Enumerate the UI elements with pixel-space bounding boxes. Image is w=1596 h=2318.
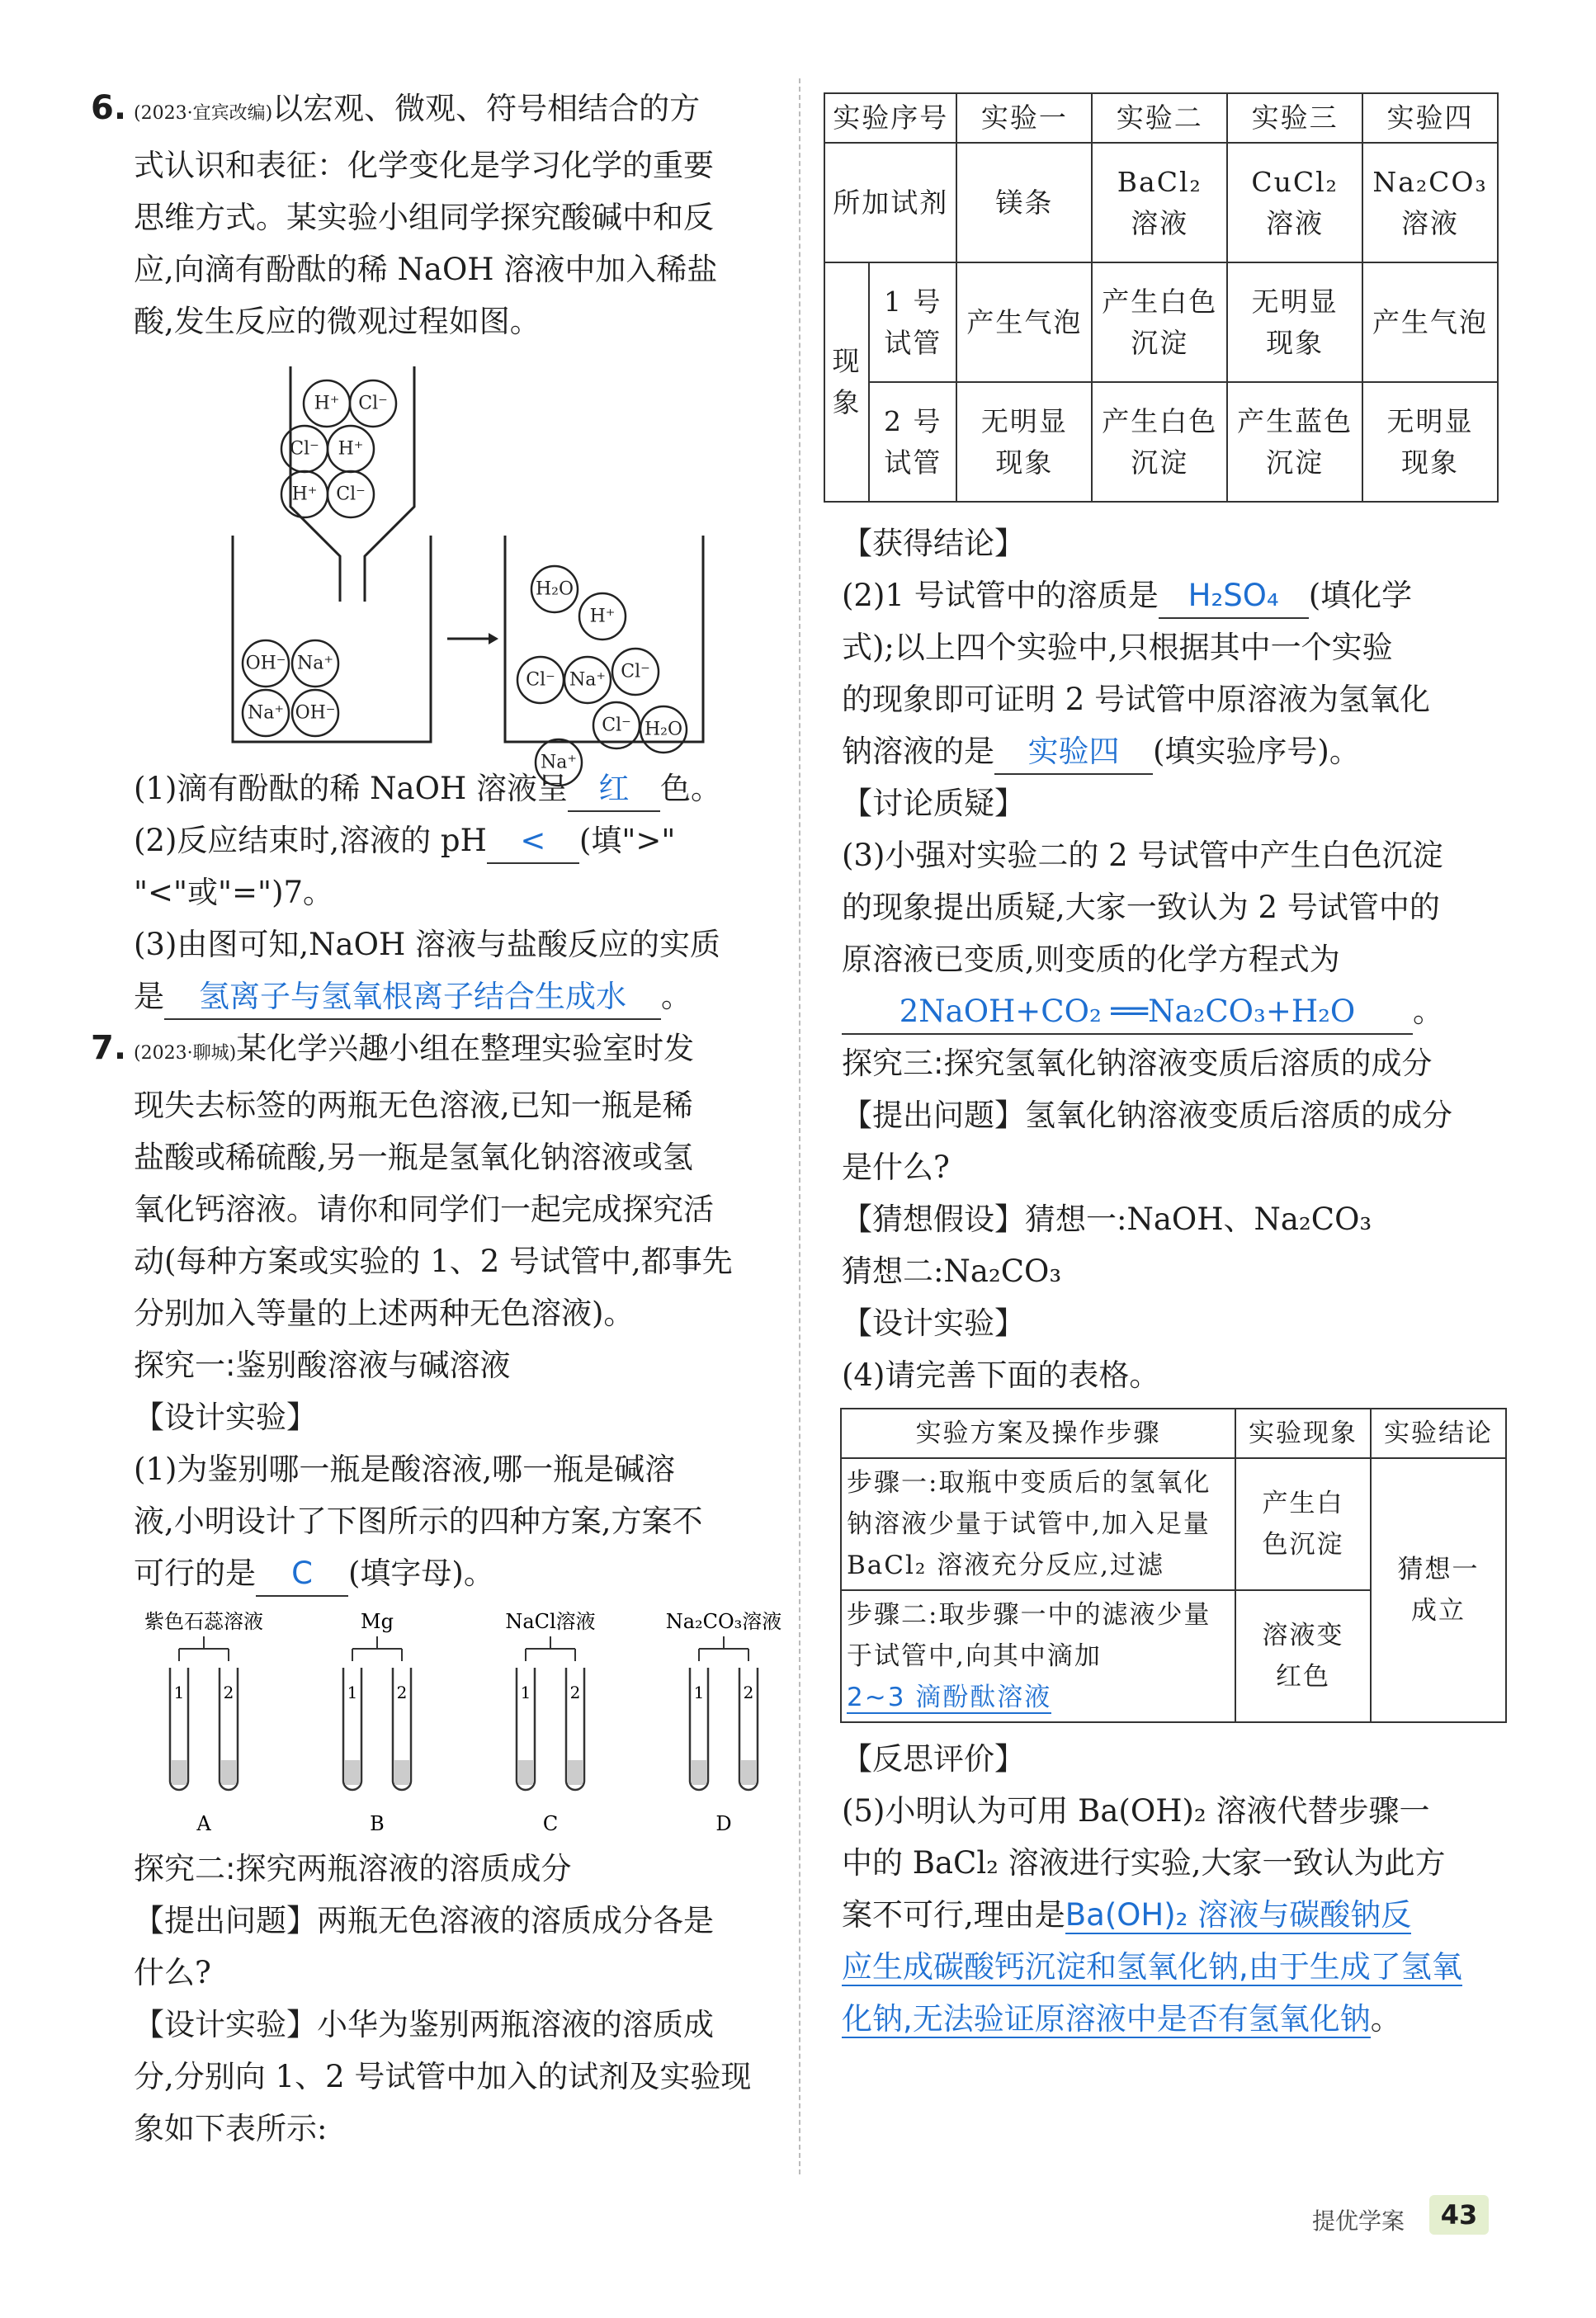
- guess-2: 猜想二:Na₂CO₃: [842, 1253, 1062, 1289]
- design-heading: 【设计实验】: [134, 2007, 317, 2042]
- question-heading: 【提出问题】: [842, 1098, 1025, 1133]
- footer-brand: 提优学案: [1312, 2207, 1405, 2235]
- table-row: [824, 143, 1498, 262]
- design-heading: 【设计实验】: [842, 1305, 1025, 1341]
- ion-label: H⁺: [338, 438, 364, 460]
- table-cell: 1 号 试管: [869, 262, 956, 382]
- test-tube-figure: [134, 1603, 786, 1843]
- table-header: 实验三: [1227, 93, 1362, 143]
- table-cell: 2 号 试管: [869, 382, 956, 502]
- reflect-heading: 【反思评价】: [842, 1741, 1025, 1777]
- ion-label: H⁺: [589, 606, 616, 627]
- s1-tail: (填字母)。: [348, 1556, 494, 1591]
- table-cell: 产生白 色沉淀: [1235, 1458, 1371, 1590]
- question-text: 两瓶无色溶液的溶质成分各是: [317, 1903, 714, 1938]
- table-row: [824, 382, 1498, 502]
- tube-number: 2: [223, 1683, 234, 1702]
- table-cell: 镁条: [956, 143, 1092, 262]
- design-text: 分,分别向 1、2 号试管中加入的试剂及实验现: [134, 2059, 752, 2094]
- ion-label: Cl⁻: [336, 484, 366, 505]
- s1-text: 可行的是: [134, 1556, 256, 1591]
- question-7: [91, 1022, 780, 2155]
- table-row: [841, 1458, 1506, 1590]
- question-number: 7.: [91, 1029, 127, 1067]
- answer-blank-1[interactable]: 红: [568, 767, 660, 812]
- ion-label: Na⁺: [541, 752, 577, 773]
- table-header: 实验四: [1362, 93, 1498, 143]
- c3-text: 的现象提出质疑,大家一致认为 2 号试管中的: [842, 890, 1440, 925]
- c5-text: 案不可行,理由是: [842, 1897, 1065, 1933]
- table-cell: 无明显 现象: [1362, 382, 1498, 502]
- liquid: [741, 1760, 756, 1785]
- c2-text: (填实验序号)。: [1153, 734, 1360, 769]
- ion-label: Cl⁻: [290, 438, 319, 460]
- tube-number: 1: [693, 1683, 705, 1702]
- design-text: 小华为鉴别两瓶溶液的溶质成: [317, 2007, 714, 2042]
- option-letter: A: [196, 1812, 211, 1835]
- answer-blank-2[interactable]: <: [487, 819, 579, 864]
- table-cell: 现 象: [824, 262, 869, 502]
- answer-blank-c2a[interactable]: H₂SO₄: [1159, 574, 1309, 619]
- answer-c5-3[interactable]: 化钠,无法验证原溶液中是否有氢氧化钠: [842, 2001, 1371, 2037]
- table-cell: 无明显 现象: [956, 382, 1092, 502]
- stem-text: 分别加入等量的上述两种无色溶液)。: [134, 1296, 635, 1331]
- tube-number: 2: [396, 1683, 408, 1702]
- c5-tail: 。: [1370, 2001, 1401, 2037]
- reagent-label: Mg: [361, 1610, 394, 1633]
- c3-tail: 。: [1413, 994, 1443, 1029]
- explore-2-title: 探究二:探究两瓶溶液的溶质成分: [134, 1851, 572, 1886]
- stem-text: 式认识和表征：化学变化是学习化学的重要: [134, 148, 714, 183]
- answer-blank-3[interactable]: 氢离子与氢氧根离子结合生成水: [164, 975, 661, 1020]
- ion-label: OH⁻: [245, 653, 286, 674]
- guess-heading: 【猜想假设】: [842, 1201, 1025, 1237]
- table-cell: 溶液变 红色: [1235, 1590, 1371, 1722]
- table-cell: 无明显 现象: [1227, 262, 1362, 382]
- ion-label: Cl⁻: [526, 669, 555, 691]
- stem-text: 盐酸或稀硫酸,另一瓶是氢氧化钠溶液或氢: [134, 1140, 693, 1175]
- answer-blank-c3[interactable]: 2NaOH+CO₂ ══Na₂CO₃+H₂O: [842, 990, 1413, 1035]
- neutralization-diagram: [208, 354, 835, 773]
- table-cell: 产生气泡: [1362, 262, 1498, 382]
- page-number: 43: [1429, 2195, 1489, 2235]
- experiment-table: [824, 92, 1499, 503]
- p2-tail: (填">": [578, 823, 676, 858]
- c2-text: 的现象即可证明 2 号试管中原溶液为氢氧化: [842, 682, 1431, 717]
- answer-blank-step2[interactable]: 2~3 滴酚酞溶液: [847, 1683, 1052, 1712]
- s1-text: (1)为鉴别哪一瓶是酸溶液,哪一瓶是碱溶: [134, 1452, 676, 1487]
- question-text: 什么?: [134, 1955, 211, 1990]
- tube-number: 2: [569, 1683, 581, 1702]
- s1-text: 液,小明设计了下图所示的四种方案,方案不: [134, 1504, 703, 1539]
- table-header: 实验序号: [824, 93, 956, 143]
- table-cell: 产生白色 沉淀: [1092, 382, 1227, 502]
- stem-text: 现失去标签的两瓶无色溶液,已知一瓶是稀: [134, 1088, 693, 1123]
- ion-label: Na⁺: [569, 669, 606, 691]
- test-tube-set: [505, 1610, 595, 1835]
- liquid: [172, 1760, 187, 1785]
- table-header: 实验方案及操作步骤: [841, 1409, 1235, 1458]
- stem-text: 应,向滴有酚酞的稀 NaOH 溶液中加入稀盐: [134, 252, 718, 287]
- ion-label: H₂O: [535, 578, 574, 600]
- table-row: [824, 262, 1498, 382]
- table-cell: BaCl₂ 溶液: [1092, 143, 1227, 262]
- ion-label: H⁺: [291, 484, 318, 505]
- p1-tail: 色。: [659, 771, 721, 806]
- stem-text: 某化学兴趣小组在整理实验室时发: [236, 1031, 695, 1066]
- question-heading: 【提出问题】: [134, 1903, 317, 1938]
- p3-tail: 。: [661, 979, 692, 1014]
- plan-table: [840, 1408, 1507, 1723]
- ion-label: OH⁻: [295, 702, 336, 724]
- design-text: 象如下表所示:: [134, 2111, 328, 2146]
- liquid: [568, 1760, 583, 1785]
- stem-text: 以宏观、微观、符号相结合的方: [272, 91, 701, 126]
- liquid: [221, 1760, 236, 1785]
- tube-number: 1: [173, 1683, 185, 1702]
- table-cell: 产生蓝色 沉淀: [1227, 382, 1362, 502]
- ion-label: Cl⁻: [621, 661, 650, 682]
- stem-text: 动(每种方案或实验的 1、2 号试管中,都事先: [134, 1244, 733, 1279]
- p2-text: (2)反应结束时,溶液的 pH: [134, 823, 487, 858]
- reagent-label: Na₂CO₃溶液: [665, 1610, 782, 1633]
- tube-number: 1: [520, 1683, 531, 1702]
- c2-text: (2)1 号试管中的溶质是: [842, 578, 1159, 613]
- table-header: 实验二: [1092, 93, 1227, 143]
- question-6: [91, 83, 780, 1022]
- question-text: 是什么?: [842, 1150, 950, 1185]
- question-number: 6.: [91, 89, 127, 127]
- tube-number: 2: [743, 1683, 754, 1702]
- liquid: [692, 1760, 706, 1785]
- answer-c5-2[interactable]: 应生成碳酸钙沉淀和氢氧化钠,由于生成了氢氧: [842, 1949, 1462, 1985]
- c3-text: 原溶液已变质,则变质的化学方程式为: [842, 942, 1340, 977]
- left-column: [91, 83, 780, 2155]
- ion-label: Na⁺: [248, 702, 284, 724]
- ion-label: H₂O: [644, 719, 683, 740]
- ion-label: Cl⁻: [602, 715, 631, 736]
- p3-prefix: 是: [134, 979, 164, 1014]
- table-header: 实验现象: [1235, 1409, 1371, 1458]
- option-letter: C: [542, 1812, 559, 1835]
- table-row: [841, 1409, 1506, 1458]
- ion-label: Cl⁻: [358, 393, 388, 414]
- c2-text: 钠溶液的是: [842, 734, 994, 769]
- table-cell: 产生气泡: [956, 262, 1092, 382]
- table-cell: CuCl₂ 溶液: [1227, 143, 1362, 262]
- p3-text: (3)由图可知,NaOH 溶液与盐酸反应的实质: [134, 927, 720, 962]
- stem-text: 思维方式。某实验小组同学探究酸碱中和反: [134, 200, 714, 235]
- liquid: [394, 1760, 409, 1785]
- c4-text: (4)请完善下面的表格。: [842, 1357, 1160, 1393]
- liquid: [345, 1760, 360, 1785]
- answer-blank-s1[interactable]: C: [256, 1552, 348, 1597]
- stem-text: 酸,发生反应的微观过程如图。: [134, 304, 541, 339]
- table-cell: 产生白色 沉淀: [1092, 262, 1227, 382]
- answer-c5-1[interactable]: Ba(OH)₂ 溶液与碳酸钠反: [1065, 1897, 1412, 1933]
- c5-text: (5)小明认为可用 Ba(OH)₂ 溶液代替步骤一: [842, 1793, 1430, 1829]
- test-tube-set: [343, 1610, 411, 1835]
- p2-line2: "<"或"=")7。: [134, 875, 334, 910]
- step2-text: 步骤二:取步骤一中的滤液少量于试管中,向其中滴加: [847, 1600, 1211, 1671]
- question-text: 氢氧化钠溶液变质后溶质的成分: [1025, 1098, 1452, 1133]
- guess-1: 猜想一:NaOH、Na₂CO₃: [1025, 1201, 1372, 1237]
- discuss-heading: 【讨论质疑】: [842, 786, 1025, 821]
- answer-blank-c2b[interactable]: 实验四: [994, 730, 1153, 775]
- ion-label: Na⁺: [297, 653, 333, 674]
- explore-3-title: 探究三:探究氢氧化钠溶液变质后溶质的成分: [842, 1046, 1433, 1081]
- p1-text: (1)滴有酚酞的稀 NaOH 溶液呈: [134, 771, 568, 806]
- c2-text: 式);以上四个实验中,只根据其中一个实验: [842, 630, 1393, 665]
- option-letter: B: [370, 1812, 385, 1835]
- option-letter: D: [715, 1812, 732, 1835]
- test-tube-set: [666, 1610, 782, 1835]
- question-source: (2023·聊城): [134, 1043, 237, 1064]
- table-header: 实验结论: [1371, 1409, 1506, 1458]
- tube-number: 1: [347, 1683, 358, 1702]
- ion-label: H⁺: [314, 393, 340, 414]
- question-source: (2023·宜宾改编): [134, 103, 273, 124]
- table-cell: Na₂CO₃ 溶液: [1362, 143, 1498, 262]
- stem-text: 氧化钙溶液。请你和同学们一起完成探究活: [134, 1192, 714, 1227]
- c2-text: (填化学: [1308, 578, 1413, 613]
- table-cell: 猜想一 成立: [1371, 1458, 1506, 1722]
- reagent-label: NaCl溶液: [505, 1610, 596, 1633]
- table-cell: 步骤一:取瓶中变质后的氢氧化钠溶液少量于试管中,加入足量 BaCl₂ 溶液充分反应,过滤: [841, 1458, 1235, 1590]
- explore-1-title: 探究一:鉴别酸溶液与碱溶液: [134, 1348, 511, 1383]
- test-tube-set: [144, 1610, 263, 1835]
- c3-text: (3)小强对实验二的 2 号试管中产生白色沉淀: [842, 838, 1443, 873]
- conclusion-heading: 【获得结论】: [842, 526, 1025, 561]
- liquid: [518, 1760, 533, 1785]
- table-row: [824, 93, 1498, 143]
- right-column: [832, 92, 1502, 2045]
- reagent-label: 紫色石蕊溶液: [144, 1610, 263, 1633]
- table-cell: 所加试剂: [824, 143, 956, 262]
- c5-text: 中的 BaCl₂ 溶液进行实验,大家一致认为此方: [842, 1845, 1446, 1881]
- design-heading: 【设计实验】: [134, 1400, 317, 1435]
- table-header: 实验一: [956, 93, 1092, 143]
